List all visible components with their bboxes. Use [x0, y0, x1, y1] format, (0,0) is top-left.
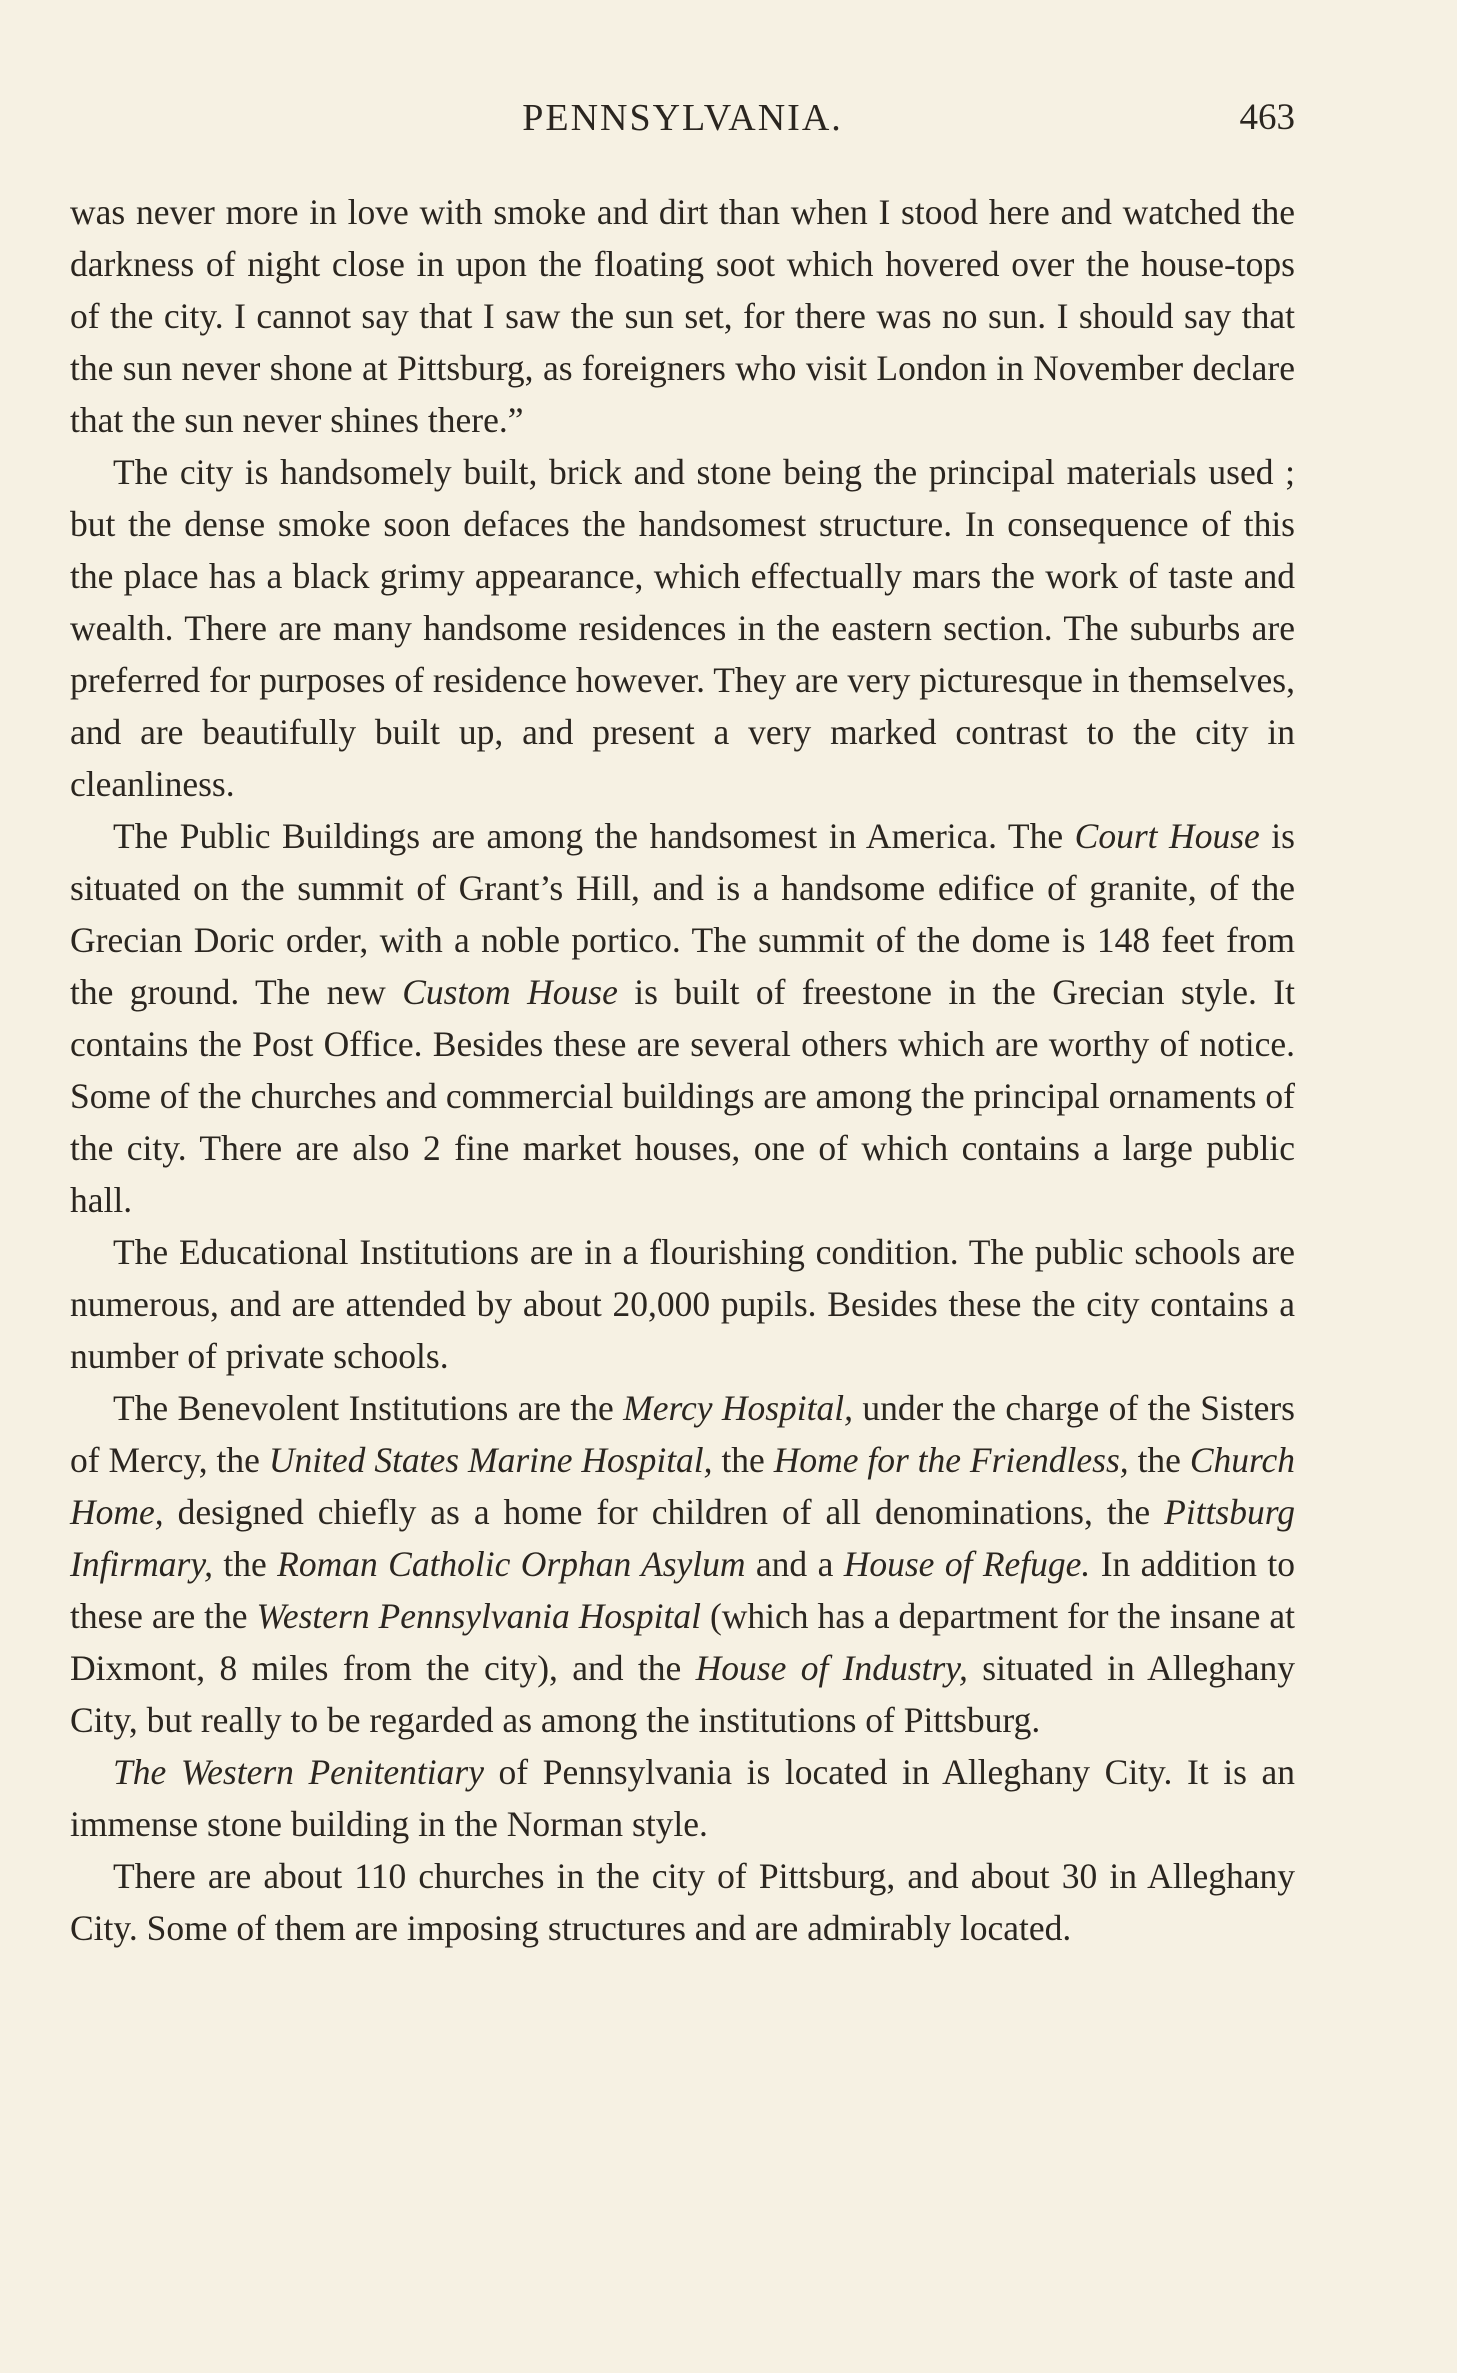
page-number: 463 — [1239, 97, 1295, 138]
text-run: of Pennsylvania is located in Alleghany City. It is an immense stone building in the Norman style. — [70, 1752, 1295, 1844]
text-run: In addition to these are the — [70, 1544, 1296, 1636]
paragraph — [70, 810, 1295, 1226]
italic-text: The Western Penitentiary — [113, 1752, 484, 1792]
text-run: was never more in love with smoke and dirt than when I stood here and watched the darkness of night close in upon the floating soot which hovered over the house-tops of the city. I cannot say that I saw the sun set, for there was no sun. I should say that the sun never shone at Pittsburg, as foreigners who visit London in November declare that the sun never shines there.” — [70, 192, 1295, 440]
italic-text: House of Industry, — [695, 1648, 968, 1688]
text-run: The Public Buildings are among the handsomest in America. The — [113, 816, 1075, 856]
text-run: is situated on the summit of Grant’s Hill, and is a handsome edifice of granite, of the Grecian Doric order, with a noble portico. The summit of the dome is 148 feet from the ground. The new — [70, 816, 1295, 1012]
text-run: under the charge of the Sisters of Mercy, the — [70, 1388, 1295, 1480]
italic-text: Church Home, — [70, 1440, 1296, 1532]
text-run: (which has a department for the insane at Dixmont, 8 miles from the city), and the — [70, 1596, 1296, 1688]
text-run: The Benevolent Institutions are the — [113, 1388, 624, 1428]
text-run: designed chiefly as a home for children of all denominations, the — [163, 1492, 1165, 1532]
italic-text: Court House — [1074, 816, 1260, 856]
italic-text: Custom House — [402, 972, 618, 1012]
paragraph — [70, 1850, 1295, 1954]
text-run: the — [213, 1544, 278, 1584]
text-run: the — [1128, 1440, 1190, 1480]
italic-text: House of Refuge. — [843, 1544, 1091, 1584]
italic-text: Western Pennsylvania Hospital — [256, 1596, 702, 1636]
paragraph — [70, 1382, 1295, 1746]
running-head-title: PENNSYLVANIA. — [522, 97, 843, 139]
body-text — [70, 186, 1295, 1954]
text-run: There are about 110 churches in the city of Pittsburg, and about 30 in Alleghany City. Some of them are imposing structures and are admirably located. — [70, 1856, 1295, 1948]
paragraph — [70, 1226, 1295, 1382]
italic-text: United States Marine Hospital, — [268, 1440, 713, 1480]
paragraph — [70, 186, 1295, 446]
running-head — [70, 96, 1295, 146]
text-run: is built of freestone in the Grecian style. It contains the Post Office. Besides these are several others which are worthy of notice. Some of the churches and commercial buildings are among the principal ornaments of the city. There are also 2 fine market houses, one of which contains a large public hall. — [70, 972, 1295, 1220]
text-run: The city is handsomely built, brick and stone being the principal materials used ; but the dense smoke soon defaces the handsomest structure. In consequence of this the place has a black grimy appearance, which effectually mars the work of taste and wealth. There are many handsome residences in the eastern section. The suburbs are preferred for purposes of residence however. They are very picturesque in themselves, and are beautifully built up, and present a very marked contrast to the city in cleanliness. — [70, 452, 1295, 804]
italic-text: Pittsburg Infirmary, — [70, 1492, 1295, 1584]
italic-text: Roman Catholic Orphan Asylum — [277, 1544, 746, 1584]
text-run: the — [712, 1440, 774, 1480]
text-run: and a — [745, 1544, 844, 1584]
text-run: The Educational Institutions are in a flourishing condition. The public schools are numerous, and are attended by about 20,000 pupils. Besides these the city contains a number of private schools. — [70, 1232, 1295, 1376]
italic-text: Mercy Hospital, — [623, 1388, 854, 1428]
paragraph — [70, 446, 1295, 810]
text-run: situated in Alleghany City, but really to be regarded as among the institutions of Pittsburg. — [70, 1648, 1295, 1740]
paragraph — [70, 1746, 1295, 1850]
italic-text: Home for the Friendless, — [773, 1440, 1129, 1480]
